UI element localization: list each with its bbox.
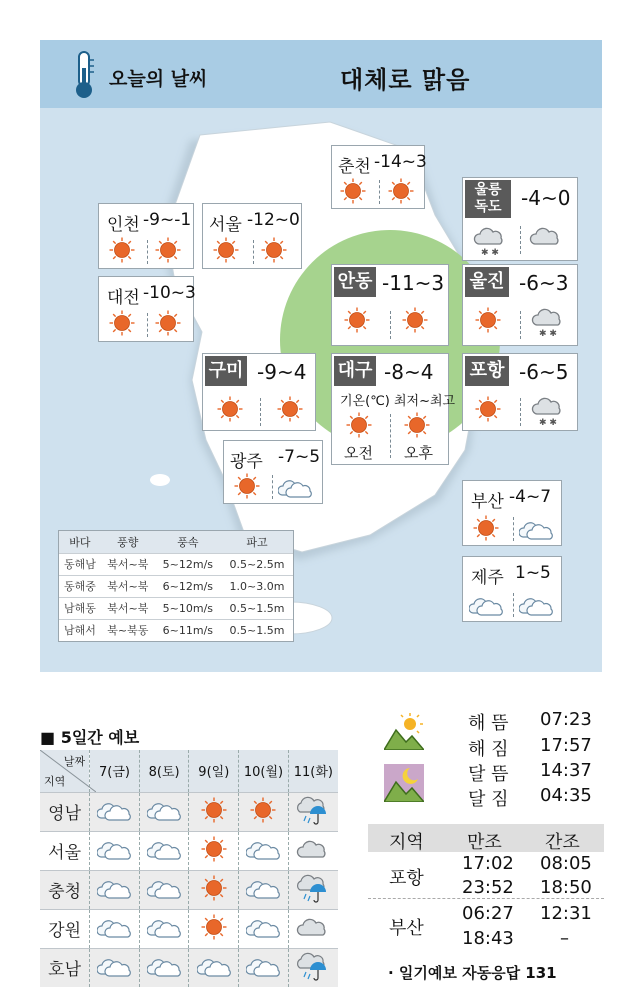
partly-cloudy-icon — [97, 798, 131, 822]
partly-cloudy-icon — [246, 915, 280, 939]
forecast-cell — [139, 909, 189, 948]
forecast-cell — [189, 792, 239, 831]
divider — [390, 311, 391, 339]
partly-cloudy-icon — [97, 837, 131, 861]
tide-low: 12:31 — [540, 903, 592, 924]
cloud-icon — [296, 837, 330, 861]
tide-low: 08:05 — [540, 853, 592, 874]
city-temp: -14~3 — [374, 152, 427, 172]
forecast-cell — [90, 948, 140, 987]
forecast-corner-cell — [40, 750, 90, 792]
city-temp: -11~3 — [382, 271, 445, 295]
cloud-snow-icon — [473, 224, 507, 256]
city-tag: 대구 — [334, 356, 376, 386]
page-title: 오늘의 날씨 — [109, 68, 208, 90]
city-temp: -6~3 — [519, 271, 569, 295]
sunny-icon — [201, 914, 227, 940]
divider — [147, 313, 148, 337]
city-name: 광주 — [230, 452, 263, 472]
sunny-icon — [155, 237, 181, 263]
forecast-header-row — [40, 750, 338, 792]
forecast-day-header: 9(일) — [189, 750, 239, 792]
tide-high: 23:52 — [462, 877, 514, 898]
sea-header-cell: 풍향 — [101, 531, 155, 553]
sunrise-time: 07:23 — [540, 709, 592, 730]
partly-cloudy-icon — [147, 915, 181, 939]
sunny-icon — [475, 307, 501, 333]
temp-legend: 기온(℃) 최저~최고 — [340, 394, 456, 409]
divider — [272, 475, 273, 499]
sea-cell: 북서~북 — [101, 575, 155, 597]
sunny-icon — [475, 396, 501, 422]
svg-text:✱ ✱: ✱ ✱ — [481, 248, 499, 256]
partly-cloudy-icon — [278, 475, 312, 499]
city-card-seoul — [202, 203, 302, 269]
city-tag: 안동 — [334, 267, 376, 297]
tide-header-low: 간조 — [545, 832, 580, 853]
city-card-andong — [331, 264, 449, 346]
forecast-day-header: 7(금) — [90, 750, 140, 792]
sea-cell: 동해중 — [59, 575, 101, 597]
moonset-time: 04:35 — [540, 785, 592, 806]
city-card-gwangju — [223, 440, 323, 504]
divider — [513, 593, 514, 617]
table-row — [40, 831, 338, 870]
forecast-day-header: 11(화) — [288, 750, 338, 792]
partly-cloudy-icon — [147, 798, 181, 822]
forecast-cell — [139, 948, 189, 987]
rain-icon — [296, 794, 330, 826]
partly-cloudy-icon — [246, 876, 280, 900]
sea-header-cell: 바다 — [59, 531, 101, 553]
sea-cell: 북서~북 — [101, 553, 155, 575]
sea-conditions-table — [58, 530, 294, 642]
moonrise-time: 14:37 — [540, 760, 592, 781]
city-card-ulleung — [462, 177, 578, 261]
tide-low: 18:50 — [540, 877, 592, 898]
divider — [513, 517, 514, 541]
sunny-icon — [109, 310, 135, 336]
table-row — [59, 597, 293, 619]
divider — [520, 226, 521, 254]
pm-label: 오후 — [404, 444, 433, 462]
sunny-icon — [217, 396, 243, 422]
weather-map-panel — [40, 40, 602, 672]
tide-region-pohang: 포항 — [389, 868, 424, 889]
city-temp: -10~3 — [143, 283, 196, 303]
partly-cloudy-icon — [246, 837, 280, 861]
sunny-icon — [213, 237, 239, 263]
partly-cloudy-icon — [147, 837, 181, 861]
city-card-pohang — [462, 353, 578, 431]
city-name: 제주 — [471, 568, 504, 588]
partly-cloudy-icon — [97, 954, 131, 978]
forecast-cell — [139, 870, 189, 909]
moonrise-label: 달 뜸 — [468, 764, 509, 785]
city-name-line1: 울릉 — [474, 182, 502, 198]
sea-cell: 남해동 — [59, 597, 101, 619]
sunset-label: 해 짐 — [468, 739, 509, 760]
city-card-daegu — [331, 353, 456, 465]
forecast-cell — [90, 831, 140, 870]
sunny-icon — [346, 412, 372, 438]
forecast-cell — [288, 870, 338, 909]
forecast-cell — [239, 909, 289, 948]
table-row — [59, 619, 293, 641]
forecast-region: 충청 — [40, 870, 90, 909]
forecast-cell — [288, 831, 338, 870]
cloud-icon — [296, 915, 330, 939]
table-row — [40, 792, 338, 831]
sea-header-cell: 파고 — [221, 531, 293, 553]
sea-cell: 6~11m/s — [155, 619, 221, 641]
sea-cell: 북서~북 — [101, 597, 155, 619]
city-name: 춘천 — [338, 157, 371, 177]
sunny-icon — [277, 396, 303, 422]
sea-cell: 동해남 — [59, 553, 101, 575]
svg-text:✱ ✱: ✱ ✱ — [539, 329, 557, 337]
city-name: 대전 — [107, 288, 140, 308]
divider — [520, 311, 521, 339]
table-row — [59, 553, 293, 575]
city-temp: -9~-1 — [143, 210, 192, 230]
divider — [260, 398, 261, 426]
city-name: 인천 — [107, 215, 140, 235]
partly-cloudy-icon — [197, 954, 231, 978]
forecast-region: 강원 — [40, 909, 90, 948]
city-card-jeju — [462, 556, 562, 622]
sunrise-label: 해 뜸 — [468, 713, 509, 734]
forecast-cell — [189, 909, 239, 948]
forecast-cell — [90, 870, 140, 909]
forecast-cell — [239, 792, 289, 831]
forecast-cell — [90, 909, 140, 948]
city-temp: -9~4 — [257, 360, 307, 384]
divider — [379, 180, 380, 204]
forecast-day-header: 10(월) — [239, 750, 289, 792]
forecast-cell — [288, 792, 338, 831]
rain-icon — [296, 950, 330, 982]
divider — [253, 240, 254, 264]
sea-cell: 0.5~1.5m — [221, 597, 293, 619]
sunny-icon — [155, 310, 181, 336]
city-tag — [465, 180, 511, 218]
divider — [390, 414, 391, 458]
sunny-icon — [388, 178, 414, 204]
partly-cloudy-icon — [147, 876, 181, 900]
corner-top-label: 날짜 — [63, 755, 86, 768]
forecast-cell — [288, 948, 338, 987]
tide-header-region: 지역 — [389, 832, 424, 853]
sunny-icon — [402, 307, 428, 333]
forecast-cell — [288, 909, 338, 948]
forecast-cell — [239, 870, 289, 909]
partly-cloudy-icon — [97, 915, 131, 939]
table-row — [40, 948, 338, 987]
city-temp: 1~5 — [515, 563, 551, 583]
sea-cell: 1.0~3.0m — [221, 575, 293, 597]
partly-cloudy-icon — [246, 954, 280, 978]
city-card-daejeon — [98, 276, 194, 342]
city-card-uljin — [462, 264, 578, 346]
forecast-cell — [90, 792, 140, 831]
cloud-snow-icon — [531, 305, 565, 337]
forecast-cell — [139, 831, 189, 870]
divider — [147, 240, 148, 264]
sunset-time: 17:57 — [540, 735, 592, 756]
forecast-title: ■ 5일간 예보 — [40, 728, 140, 747]
island — [150, 474, 170, 486]
cloud-snow-icon — [531, 394, 565, 426]
forecast-region: 영남 — [40, 792, 90, 831]
partly-cloudy-icon — [519, 517, 553, 541]
sunny-icon — [473, 515, 499, 541]
sunny-icon — [109, 237, 135, 263]
city-tag: 울진 — [465, 267, 509, 297]
tide-high: 17:02 — [462, 853, 514, 874]
tide-region-busan: 부산 — [389, 918, 424, 939]
cloud-icon — [529, 224, 563, 248]
city-tag: 구미 — [205, 356, 247, 386]
sea-cell: 북~북동 — [101, 619, 155, 641]
city-temp: -12~0 — [247, 210, 300, 230]
sea-cell: 0.5~1.5m — [221, 619, 293, 641]
table-row — [40, 870, 338, 909]
partly-cloudy-icon — [147, 954, 181, 978]
forecast-cell — [189, 948, 239, 987]
city-name-line2: 독도 — [474, 199, 502, 215]
sunny-icon — [261, 237, 287, 263]
moonset-label: 달 짐 — [468, 789, 509, 810]
sea-cell: 5~12m/s — [155, 553, 221, 575]
sunny-icon — [404, 412, 430, 438]
forecast-cell — [239, 948, 289, 987]
city-name: 부산 — [471, 492, 504, 512]
sunny-icon — [201, 797, 227, 823]
forecast-cell — [139, 792, 189, 831]
five-day-forecast-table — [40, 750, 338, 987]
divider — [520, 398, 521, 426]
table-row — [59, 575, 293, 597]
rain-icon — [296, 872, 330, 904]
city-tag: 포항 — [465, 356, 509, 386]
city-temp: -7~5 — [278, 447, 321, 467]
sea-header-cell: 풍속 — [155, 531, 221, 553]
forecast-region: 호남 — [40, 948, 90, 987]
tide-low: – — [560, 928, 569, 949]
sea-cell: 남해서 — [59, 619, 101, 641]
weather-headline: 대체로 맑음 — [340, 66, 471, 94]
hotline-note: · 일기예보 자동응답 131 — [388, 964, 557, 982]
partly-cloudy-icon — [469, 593, 503, 617]
forecast-cell — [189, 831, 239, 870]
tide-high: 06:27 — [462, 903, 514, 924]
partly-cloudy-icon — [97, 876, 131, 900]
sea-cell: 0.5~2.5m — [221, 553, 293, 575]
sunny-icon — [344, 307, 370, 333]
corner-bottom-label: 지역 — [44, 774, 66, 788]
city-card-busan — [462, 480, 562, 546]
city-card-incheon — [98, 203, 194, 269]
divider — [368, 898, 604, 899]
city-card-gumi — [202, 353, 316, 431]
table-row — [40, 909, 338, 948]
city-temp: -6~5 — [519, 360, 569, 384]
forecast-cell — [189, 870, 239, 909]
city-name: 서울 — [209, 215, 242, 235]
city-temp: -4~0 — [521, 186, 571, 210]
forecast-region: 서울 — [40, 831, 90, 870]
svg-text:✱ ✱: ✱ ✱ — [539, 418, 557, 426]
forecast-cell — [239, 831, 289, 870]
sunny-icon — [340, 178, 366, 204]
city-temp: -4~7 — [509, 487, 552, 507]
sunny-icon — [201, 836, 227, 862]
sea-cell: 6~12m/s — [155, 575, 221, 597]
tide-high: 18:43 — [462, 928, 514, 949]
sunny-icon — [250, 797, 276, 823]
sunny-icon — [234, 473, 260, 499]
am-label: 오전 — [344, 444, 373, 462]
moon-mountain-icon — [384, 764, 424, 802]
partly-cloudy-icon — [519, 593, 553, 617]
sea-cell: 5~10m/s — [155, 597, 221, 619]
sunny-icon — [201, 875, 227, 901]
sea-table-header — [59, 531, 293, 553]
sun-mountain-icon — [384, 712, 424, 750]
tide-header-high: 만조 — [467, 832, 502, 853]
forecast-day-header: 8(토) — [139, 750, 189, 792]
city-temp: -8~4 — [384, 360, 434, 384]
city-card-chuncheon — [331, 145, 425, 209]
